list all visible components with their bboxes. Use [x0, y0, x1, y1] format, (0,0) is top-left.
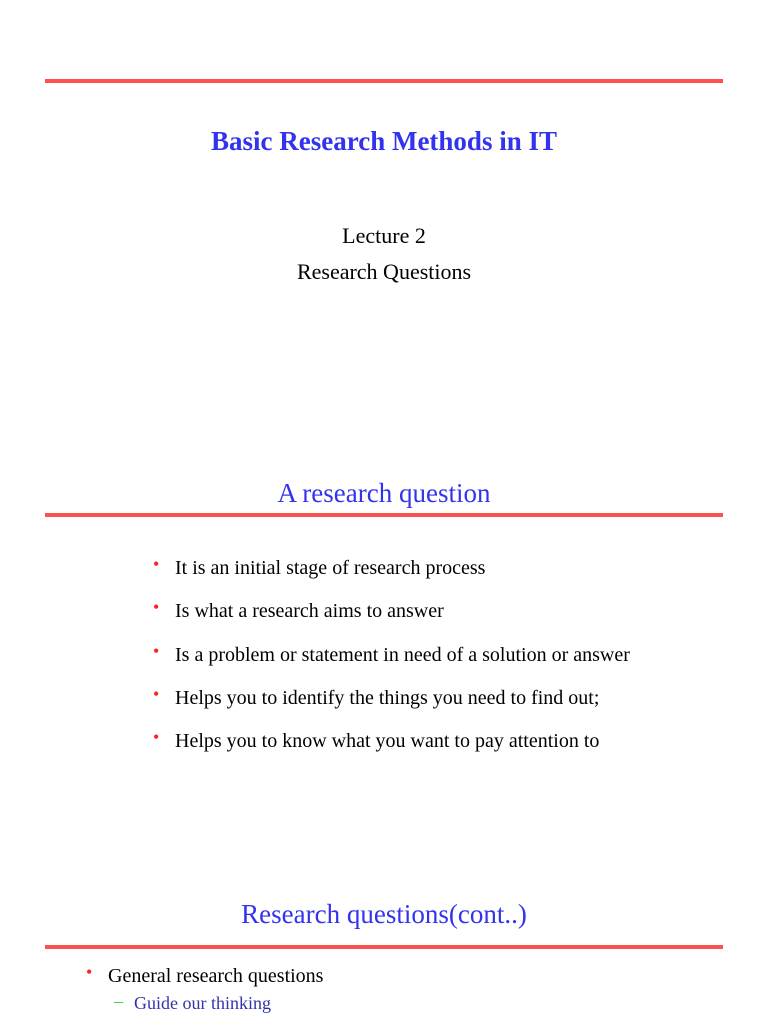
- bullet-icon: •: [153, 597, 160, 617]
- bullet-text: Helps you to identify the things you need to find out;: [175, 687, 600, 709]
- bullet-icon: •: [153, 641, 160, 661]
- list-item: [153, 597, 444, 623]
- bullet-text: General research questions: [108, 965, 324, 987]
- list-item: [153, 727, 600, 753]
- top-rule: [45, 79, 723, 83]
- list-item: [153, 684, 600, 710]
- section-title-research-questions-cont: Research questions(cont..): [241, 899, 527, 929]
- bullet-icon: •: [153, 554, 160, 574]
- section-title-research-question: A research question: [277, 478, 491, 508]
- lecture-topic: Research Questions: [296, 259, 472, 284]
- list-item: [86, 962, 324, 988]
- list-item: [153, 641, 630, 667]
- dash-icon: –: [114, 991, 123, 1011]
- bullet-text: Is what a research aims to answer: [175, 600, 444, 622]
- bullet-icon: •: [153, 727, 160, 747]
- slide-title-main: Basic Research Methods in IT: [210, 126, 557, 156]
- list-item: [153, 554, 486, 580]
- lecture-number: Lecture 2: [342, 223, 426, 248]
- bullet-text: It is an initial stage of research process: [175, 557, 486, 579]
- bullet-text: Helps you to know what you want to pay attention to: [175, 730, 600, 752]
- sub-bullet-text: Guide our thinking: [134, 993, 271, 1013]
- bullet-text: Is a problem or statement in need of a solution or answer: [175, 644, 630, 666]
- section-rule: [45, 513, 723, 517]
- bullet-icon: •: [86, 962, 93, 982]
- section-rule: [45, 945, 723, 949]
- sub-list-item: [114, 991, 271, 1014]
- bullet-icon: •: [153, 684, 160, 704]
